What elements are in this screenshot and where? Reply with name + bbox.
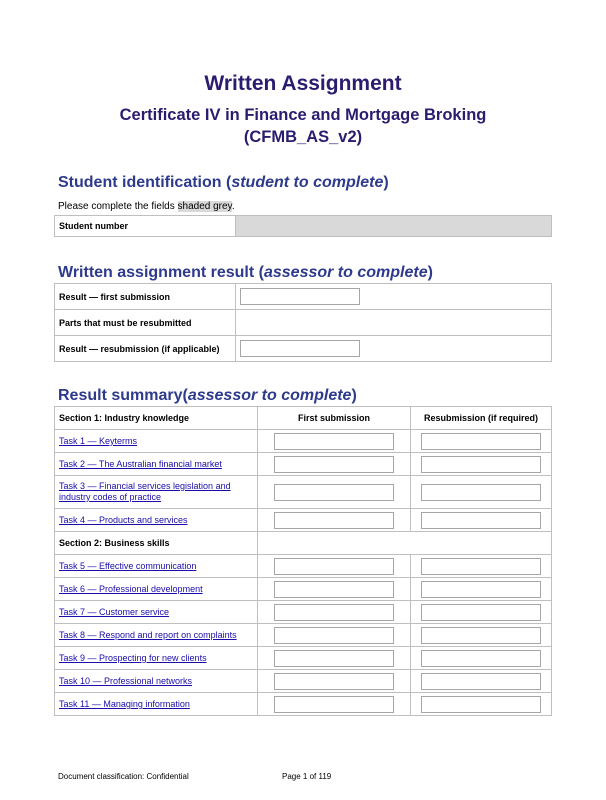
table-row [55,284,552,310]
table-row [55,578,552,601]
task-6-cell [55,578,258,601]
task-3-resub-input[interactable] [421,484,541,501]
task-10-link[interactable]: Task 10 — Professional networks [59,676,193,686]
task-10-first-input[interactable] [274,673,394,690]
task-2-resub-input[interactable] [421,456,541,473]
task-3-resub-cell [411,476,552,509]
task-11-cell [55,693,258,716]
subtitle-line-2: (CFMB_AS_v2) [243,128,363,146]
table-row [55,509,552,532]
task-7-first-cell [258,601,411,624]
task-11-resub-input[interactable] [421,696,541,713]
table-row [55,310,552,336]
section-row [55,532,552,555]
result-summary-table [54,406,552,716]
result-first-submission-cell [236,284,552,310]
task-6-resub-input[interactable] [421,581,541,598]
table-row [55,601,552,624]
task-9-cell [55,647,258,670]
task-4-resub-cell [411,509,552,532]
footer-page-number: Page 1 of 119 [282,772,332,781]
task-2-first-input[interactable] [274,456,394,473]
task-7-resub-cell [411,601,552,624]
parts-resubmitted-field[interactable] [236,310,552,336]
task-8-first-cell [258,624,411,647]
task-2-cell [55,453,258,476]
task-11-resub-cell [411,693,552,716]
task-11-first-input[interactable] [274,696,394,713]
task-7-resub-input[interactable] [421,604,541,621]
task-2-resub-cell [411,453,552,476]
task-5-resub-cell [411,555,552,578]
result-first-submission-input[interactable] [240,288,360,305]
task-10-cell [55,670,258,693]
table-row [55,430,552,453]
task-11-first-cell [258,693,411,716]
task-9-first-input[interactable] [274,650,394,667]
document-subtitle [0,104,606,148]
intro-text: Please complete the fields shaded grey. [58,201,235,212]
task-8-resub-cell [411,624,552,647]
task-8-link[interactable]: Task 8 — Respond and report on complaints [59,630,237,640]
section2-spacer [258,532,552,555]
table-row [55,476,552,509]
task-4-cell [55,509,258,532]
task-4-first-input[interactable] [274,512,394,529]
task-7-link[interactable]: Task 7 — Customer service [59,607,170,617]
task-10-resub-cell [411,670,552,693]
task-1-cell [55,430,258,453]
table-row [55,670,552,693]
task-9-resub-cell [411,647,552,670]
task-2-link[interactable]: Task 2 — The Australian financial market [59,459,222,469]
table-row [55,624,552,647]
task-8-resub-input[interactable] [421,627,541,644]
student-number-label: Student number [55,216,236,237]
result-resubmission-cell [236,336,552,362]
table-row [55,453,552,476]
task-10-resub-input[interactable] [421,673,541,690]
result-resubmission-label: Result — resubmission (if applicable) [55,336,236,362]
task-6-link[interactable]: Task 6 — Professional development [59,584,203,594]
task-5-first-cell [258,555,411,578]
task-4-first-cell [258,509,411,532]
task-5-first-input[interactable] [274,558,394,575]
table-row [55,336,552,362]
task-5-link[interactable]: Task 5 — Effective communication [59,561,197,571]
task-4-link[interactable]: Task 4 — Products and services [59,515,188,525]
section2-heading: Section 2: Business skills [55,532,258,555]
task-9-resub-input[interactable] [421,650,541,667]
student-identification-heading: Student identification (student to complete) [58,174,389,191]
task-1-first-input[interactable] [274,433,394,450]
parts-resubmitted-label: Parts that must be resubmitted [55,310,236,336]
document-title: Written Assignment [204,72,402,95]
result-summary-heading: Result summary(assessor to complete) [58,387,357,404]
task-1-first-cell [258,430,411,453]
task-6-resub-cell [411,578,552,601]
task-1-link[interactable]: Task 1 — Keyterms [59,436,138,446]
task-8-first-input[interactable] [274,627,394,644]
task-6-first-input[interactable] [274,581,394,598]
task-7-cell [55,601,258,624]
task-5-resub-input[interactable] [421,558,541,575]
footer-classification: Document classification: Confidential [58,772,189,781]
subtitle-line-1: Certificate IV in Finance and Mortgage Broking [119,106,487,124]
student-number-field[interactable] [236,216,552,237]
task-3-cell [55,476,258,509]
task-9-link[interactable]: Task 9 — Prospecting for new clients [59,653,207,663]
result-resubmission-input[interactable] [240,340,360,357]
assignment-result-table [54,283,552,362]
task-9-first-cell [258,647,411,670]
task-4-resub-input[interactable] [421,512,541,529]
task-10-first-cell [258,670,411,693]
task-1-resub-input[interactable] [421,433,541,450]
table-row [55,693,552,716]
task-3-first-input[interactable] [274,484,394,501]
table-row [55,647,552,670]
task-6-first-cell [258,578,411,601]
student-identification-table [54,215,552,237]
task-3-first-cell [258,476,411,509]
result-first-submission-label: Result — first submission [55,284,236,310]
task-3-link[interactable]: Task 3 — Financial services legislation and industry codes of practice [59,481,231,502]
task-5-cell [55,555,258,578]
task-11-link[interactable]: Task 11 — Managing information [59,699,190,709]
table-row [55,216,552,237]
table-row [55,555,552,578]
task-8-cell [55,624,258,647]
col-first-submission: First submission [258,407,411,430]
table-header-row [55,407,552,430]
section1-heading: Section 1: Industry knowledge [55,407,258,430]
task-2-first-cell [258,453,411,476]
task-7-first-input[interactable] [274,604,394,621]
col-resubmission: Resubmission (if required) [411,407,552,430]
assignment-result-heading: Written assignment result (assessor to complete) [58,264,433,281]
task-1-resub-cell [411,430,552,453]
